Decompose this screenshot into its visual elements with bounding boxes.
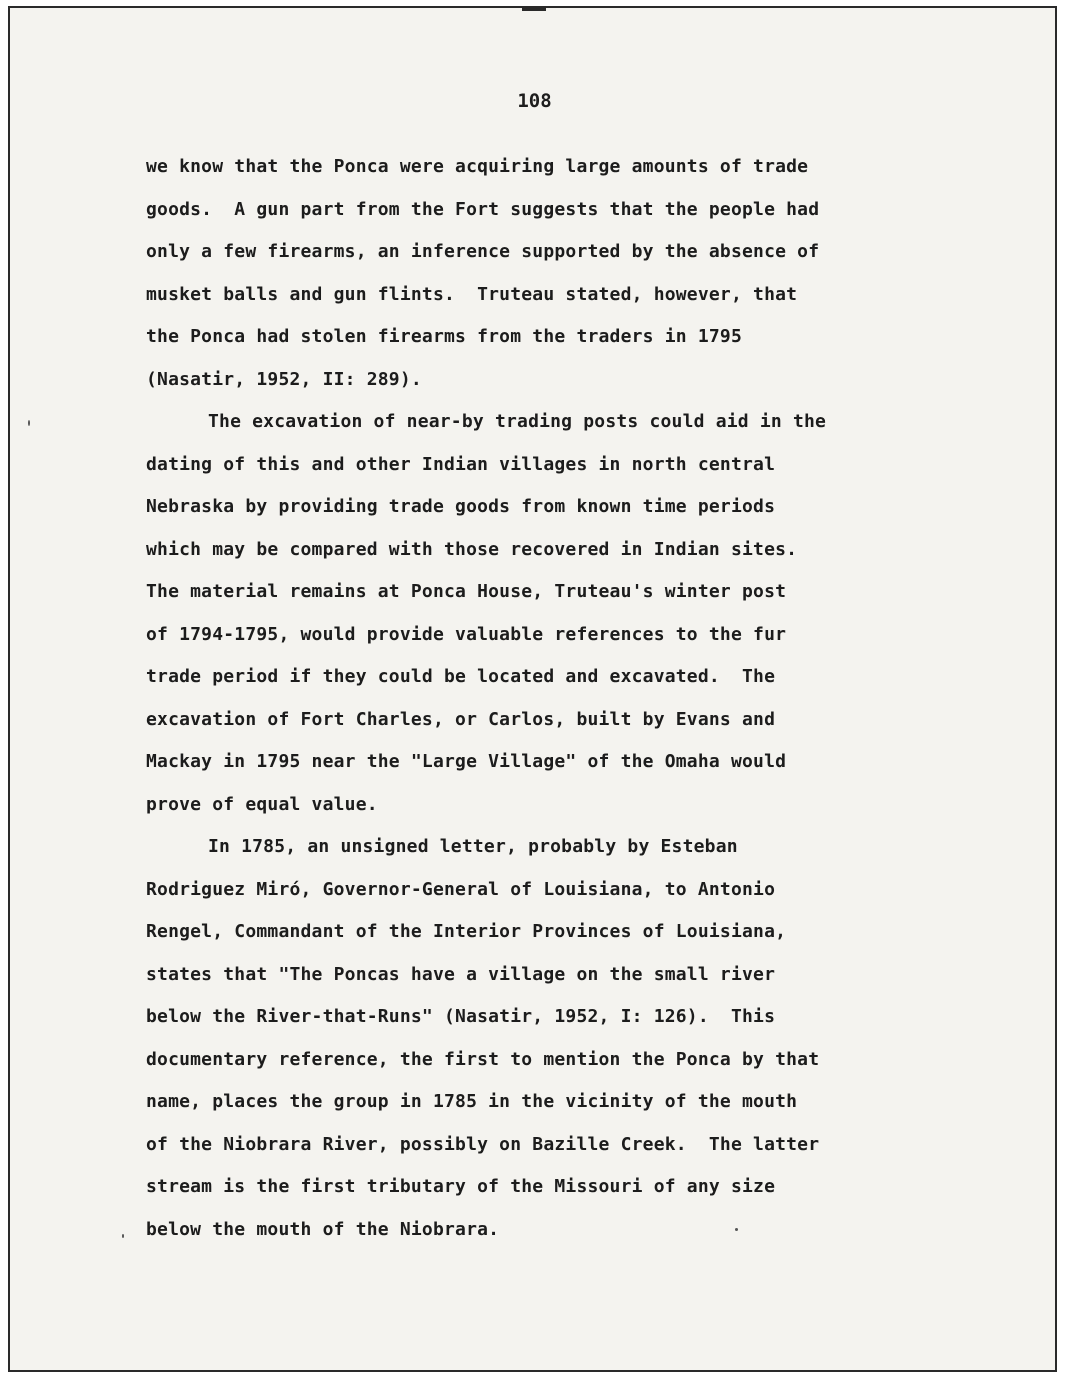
text-line: trade period if they could be located and excavated. The — [146, 666, 776, 687]
scan-speck — [735, 1228, 738, 1231]
document-page — [8, 6, 1057, 1372]
text-line: of the Niobrara River, possibly on Bazille Creek. The latter — [146, 1133, 820, 1155]
text-line: The excavation of near-by trading posts could aid in the — [208, 411, 827, 432]
page-number: 108 — [517, 90, 552, 112]
text-line: prove of equal value. — [146, 793, 378, 815]
text-line: dating of this and other Indian villages in north central — [146, 453, 776, 475]
text-line: below the River-that-Runs" (Nasatir, 1952, I: 126). This — [146, 1006, 776, 1027]
top-edge-mark — [522, 8, 546, 11]
text-line: In 1785, an unsigned letter, probably by Esteban — [208, 836, 738, 857]
text-line: stream is the first tributary of the Missouri of any size — [146, 1176, 776, 1197]
text-line: which may be compared with those recovered in Indian sites. — [146, 538, 798, 560]
text-line: Nebraska by providing trade goods from known time periods — [146, 496, 776, 517]
body-text — [146, 146, 936, 1251]
text-line: states that "The Poncas have a village on the small river — [146, 963, 776, 985]
text-line: of 1794-1795, would provide valuable references to the fur — [146, 623, 787, 645]
text-line: below the mouth of the Niobrara. — [146, 1218, 500, 1240]
text-line: Rengel, Commandant of the Interior Provinces of Louisiana, — [146, 921, 787, 942]
text-line: the Ponca had stolen firearms from the traders in 1795 — [146, 326, 742, 347]
text-line: musket balls and gun flints. Truteau stated, however, that — [146, 283, 798, 305]
text-line: documentary reference, the first to mention the Ponca by that — [146, 1048, 820, 1070]
text-line: The material remains at Ponca House, Truteau's winter post — [146, 581, 787, 602]
text-line: excavation of Fort Charles, or Carlos, built by Evans and — [146, 708, 776, 730]
text-line: Mackay in 1795 near the "Large Village" of the Omaha would — [146, 751, 787, 772]
text-line: goods. A gun part from the Fort suggests that the people had — [146, 198, 820, 220]
scan-speck — [122, 1234, 124, 1238]
text-line: we know that the Ponca were acquiring large amounts of trade — [146, 156, 809, 177]
text-line: Rodriguez Miró, Governor-General of Louisiana, to Antonio — [146, 878, 776, 900]
text-line: (Nasatir, 1952, II: 289). — [146, 368, 422, 390]
text-line: name, places the group in 1785 in the vicinity of the mouth — [146, 1091, 798, 1112]
text-line: only a few firearms, an inference supported by the absence of — [146, 241, 820, 262]
scan-speck — [28, 420, 30, 426]
